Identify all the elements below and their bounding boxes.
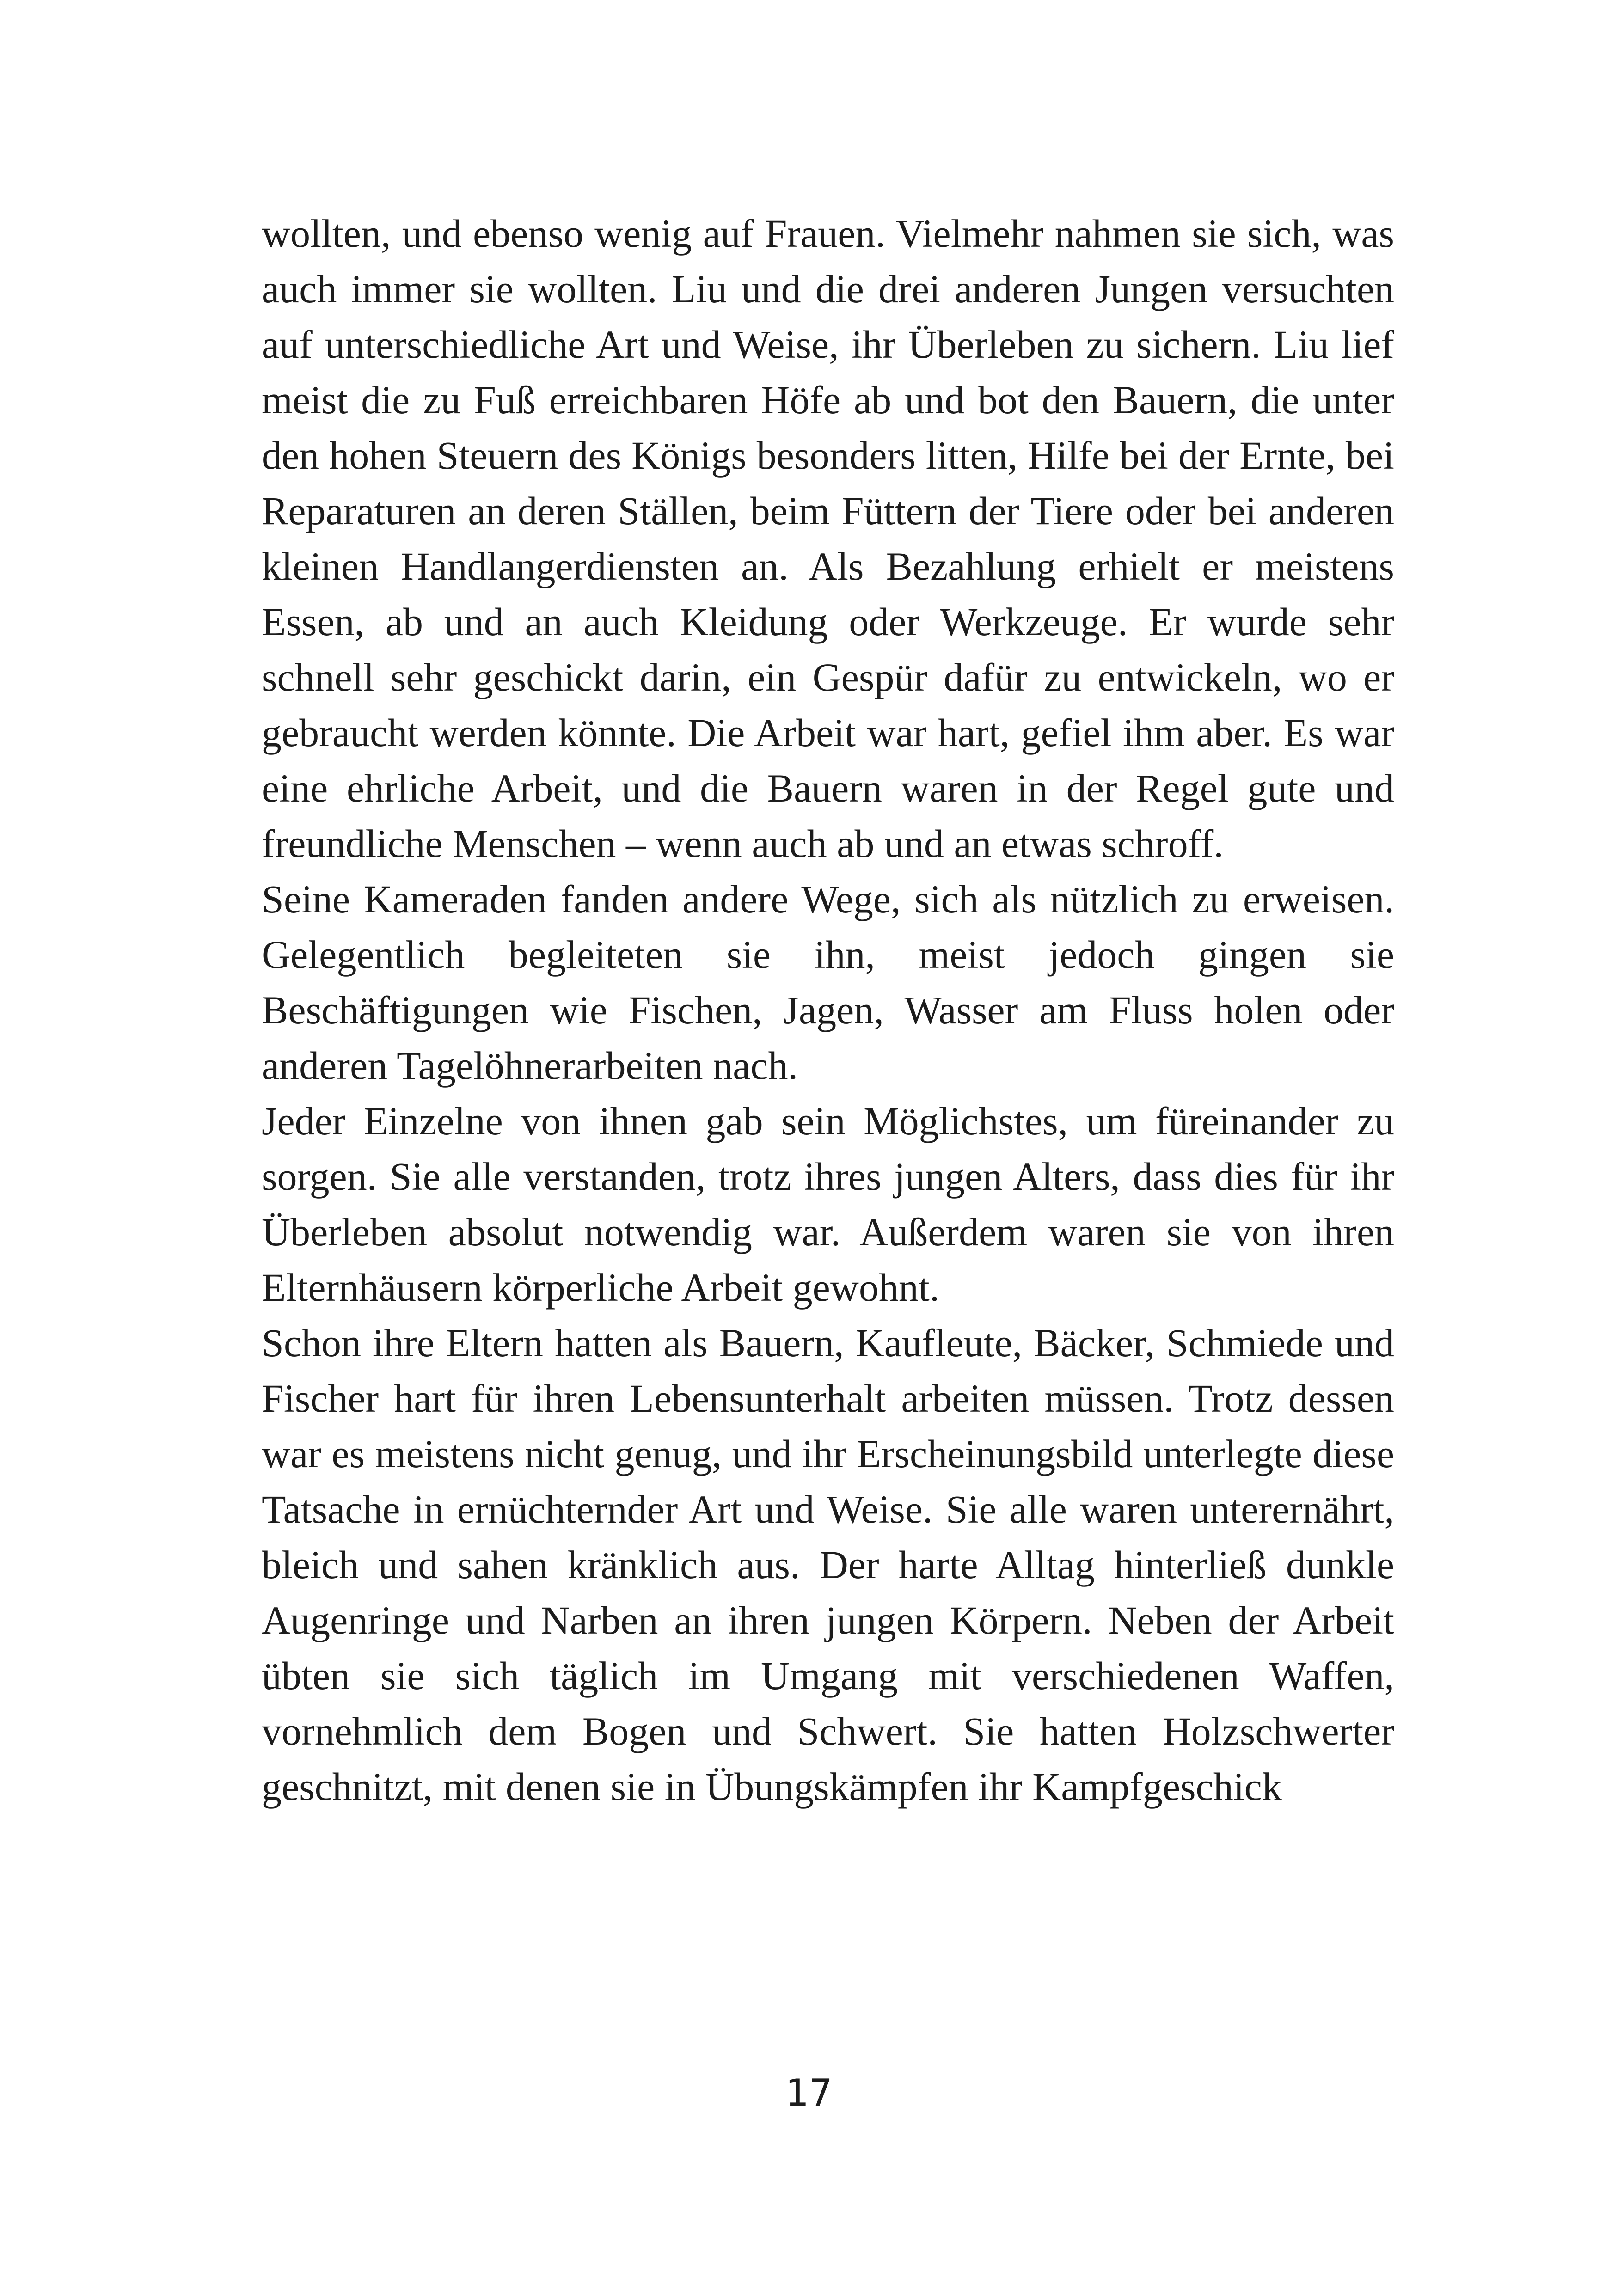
paragraph: Schon ihre Eltern hatten als Bauern, Kaufleute, Bäcker, Schmiede und Fischer hart für ihren Lebensunterhalt arbeiten müssen. Trotz dessen war es meistens nicht genug, und ihr Erscheinungsbild unterlegte diese Tatsache in ernüchternder Art und Weise. Sie alle waren unterernährt, bleich und sahen kränklich aus. Der harte Alltag hinterließ dunkle Augenringe und Narben an ihren jungen Körpern. Neben der Arbeit übten sie sich täglich im Umgang mit verschiedenen Waffen, vornehmlich dem Bogen und Schwert. Sie hatten Holzschwerter geschnitzt, mit denen sie in Übungskämpfen ihr Kampfgeschick	[262, 1321, 1394, 1809]
paragraph: wollten, und ebenso wenig auf Frauen. Vielmehr nahmen sie sich, was auch immer sie wollten. Liu und die drei anderen Jungen versuchten auf unterschiedliche Art und Weise, ihr Überleben zu sichern. Liu lief meist die zu Fuß erreichbaren Höfe ab und bot den Bauern, die unter den hohen Steuern des Königs besonders litten, Hilfe bei der Ernte, bei Reparaturen an deren Ställen, beim Füttern der Tiere oder bei anderen kleinen Handlangerdiensten an. Als Bezahlung erhielt er meistens Essen, ab und an auch Kleidung oder Werkzeuge. Er wurde sehr schnell sehr geschickt darin, ein Gespür dafür zu entwickeln, wo er gebraucht werden könnte. Die Arbeit war hart, gefiel ihm aber. Es war eine ehrliche Arbeit, und die Bauern waren in der Regel gute und freundliche Menschen – wenn auch ab und an etwas schroff.	[262, 211, 1394, 866]
paragraph: Seine Kameraden fanden andere Wege, sich als nützlich zu erweisen. Gelegentlich begleiteten sie ihn, meist jedoch gingen sie Beschäftigungen wie Fischen, Jagen, Wasser am Fluss holen oder anderen Tagelöhnerarbeiten nach.	[262, 877, 1394, 1088]
body-text	[262, 206, 1394, 1814]
page-number: 17	[785, 2071, 833, 2114]
paragraph: Jeder Einzelne von ihnen gab sein Möglichstes, um füreinander zu sorgen. Sie alle verstanden, trotz ihres jungen Alters, dass dies für ihr Überleben absolut notwendig war. Außerdem waren sie von ihren Elternhäusern körperliche Arbeit gewohnt.	[262, 1099, 1394, 1310]
